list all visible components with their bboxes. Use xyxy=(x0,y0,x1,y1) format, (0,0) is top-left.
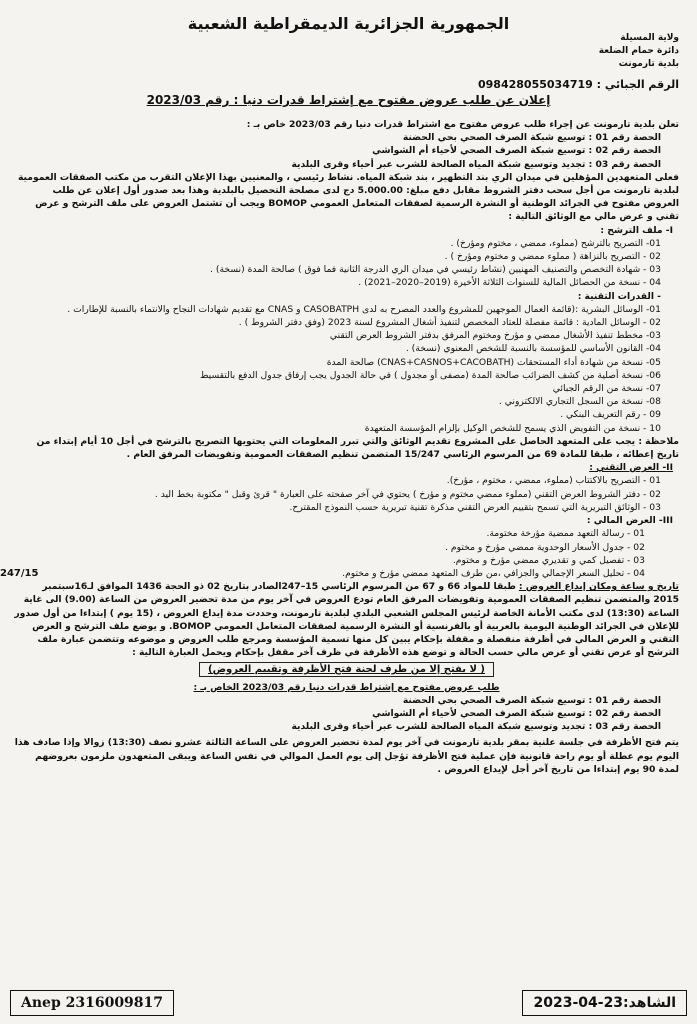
issuer-block xyxy=(599,32,679,71)
tech-item: 09 - رقم التعريف البنكي . xyxy=(560,409,661,421)
issuer-line: ولاية المسيلة xyxy=(620,33,679,43)
technical-item: 02 - دفتر الشروط العرض التقني (مملوء ممضي مختوم و مؤرخ ) يحتوي في آخر صفحته على العبارة " قرئ وقبل " مكتوبة بخط اليد . xyxy=(154,488,661,500)
tech-item: 04- القانون الأساسي للمؤسسة بالنسبة للشخص المعنوي (نسخة) . xyxy=(405,343,661,355)
note-paragraph: ملاحظة : يجب على المتعهد الحاصل على المشروع تقديم الوثائق والتي تبرر المعلومات التي يحتويها التصريح بالترشح في أجل 10 أيام إبتداء من تاريخ إعطائه ، طبقا للمادة 69 من المرسوم الرئاسي 15/247 المتضمن تنظيم الصفقات العمومية وتفويضات المرفق العام . xyxy=(36,435,679,461)
repeat-title: طلب عروض مفتوح مع إشتراط قدرات دنيا رقم 2023/03 الخاص بـ : xyxy=(193,681,500,693)
boxed-notice xyxy=(14,663,679,676)
financial-item: 04 - تحليل السعر الإجمالي والجزافي ،من طرف المتعهد ممضي مؤرخ و مختوم. xyxy=(342,567,645,579)
announcement-heading xyxy=(0,93,697,107)
footer xyxy=(10,984,687,1016)
lot-item: الحصة رقم 02 : توسيع شبكة الصرف الصحي لأحياء أم الشواشي xyxy=(372,145,661,157)
technical-item: 03 - الوثائق التبريرية التي تسمح بتقييم العرض التقني مذكرة تقنية تبريرية حسب النموذج المقترح. xyxy=(289,501,661,513)
deposit-title: تاريخ و ساعة ومكان إيداع العروض : xyxy=(518,581,679,593)
section-financial-title: III- العرض المالي : xyxy=(586,515,673,527)
financial-item: 03 - تفصيل كمي و تقديري ممضي مؤرخ و مختوم. xyxy=(452,554,645,566)
financial-item: 01 - رسالة التعهد ممضية مؤرخة مختومة. xyxy=(486,528,645,540)
lot-item: الحصة رقم 03 : تجديد وتوسيع شبكة المياه الصالحة للشرب عبر أحياء وقرى البلدية xyxy=(291,158,661,170)
tech-item: 02 - الوسائل المادية : قائمة مفصلة للعتاد المخصص لتنفيذ أشغال المشروع لسنة 2023 (وفق دفتر الشروط ) . xyxy=(238,317,661,329)
tech-capacity-title: - القدرات التقنية : xyxy=(577,290,661,302)
tech-item: 07- نسخة من الرقم الجبائي xyxy=(552,383,661,395)
financial-item: 02 - جدول الأسعار الوحدوية ممضي مؤرخ و مختوم . xyxy=(445,541,645,553)
deposit-text: طبقا للمواد 66 و 67 من المرسوم الرئاسي 15–247الصادر بتاريخ 02 ذو الحجة 1436 الموافق لـ16سبتمبر 2015 والمتضمن تنظيم الصفقات العمومية وتفويضات المرفق العام تودع العروض في آخر يوم من مدة تحضير العروض من الساعة (9.00) الى غاية الساعة (13:30) لدى مكتب الأمانة الخاصة لرئيس المجلس الشعبي البلدي لبلدية تارمونت، وحددت مدة إيداع العروض ، (15 يوم ) إبتداءا من أول صدور للإعلان في الجرائد الوطنية اليومية بالعربية أو بالفرنسية أو النشرة الرسمية لصفقات المتعامل العمومي BOMOP. و يوضع ملف الترشح و العرض التقني و العرض المالي في أظرفة منفصلة و مقفلة بإحكام يبين كل منها تسمية المؤسسة ومرجع طلب العروض و موضوعه وتتضمن عبارة ملف الترشح أو عرض تقني أو عرض مالي حسب الحالة و توضع هذه الأظرفة في ظرف آخر مقفل بإحكام ويحمل العبارة التالية : xyxy=(14,581,679,659)
section-technical-title: II- العرض التقني : xyxy=(589,462,673,474)
tech-item: 01- الوسائل البشرية :(قائمة العمال الموجهين للمشروع والعدد المصرح به لدى CASOBATPH و CNAS مع تقديم شهادات النجاح والانتماء بالنسبة للإطارات . xyxy=(67,303,661,315)
anep-reference: Anep 2316009817 xyxy=(10,990,174,1016)
issuer-line: بلدية تارمونت xyxy=(618,59,679,69)
tax-number xyxy=(478,78,679,91)
repeat-lot-item: الحصة رقم 02 : توسيع شبكة الصرف الصحي لأحياء أم الشواشي xyxy=(372,707,661,719)
tech-item: 05- نسخة من شهادة أداء المستحقات (CNAS+CASNOS+CACOBATH) صالحة المدة xyxy=(326,356,661,368)
tech-item: 10 - نسخة من التفويض الذي يسمح للشخص الوكيل بإلزام المؤسسة المتعهدة xyxy=(364,422,661,434)
candidacy-item: 03 - شهادة التخصص والتصنيف المهنيين (نشاط رئيسي في ميدان الري الدرجة الثانية فما فوق ) صالحة المدة (نسخة) . xyxy=(210,264,661,276)
tech-item: 06- نسخة أصلية من كشف الضرائب صالحة المدة (مصفى أو مجدول ) في حالة الجدول يجب إرفاق جدول الدفع بالتقسيط xyxy=(199,369,661,381)
technical-item: 01 - التصريح بالاكتتاب (مملوء، ممضي ، مختوم ، مؤرخ). xyxy=(446,475,661,487)
candidacy-item: 01- التصريح بالترشح (مملوء، ممضي ، مختوم ومؤرخ) . xyxy=(450,237,661,249)
section-candidacy-title: I- ملف الترشح : xyxy=(600,224,673,236)
document-body xyxy=(14,118,679,776)
lot-item: الحصة رقم 01 : توسيع شبكة الصرف الصحي بحي الحضنة xyxy=(402,132,661,144)
issuer-line: دائرة حمام الضلعة xyxy=(598,46,679,56)
shahed-date: الشاهد:23-04-2023 xyxy=(522,990,687,1016)
document-title: الجمهورية الجزائرية الديمقراطية الشعبية xyxy=(187,14,510,33)
side-number: 247/15 xyxy=(0,568,39,579)
candidacy-item: 04 - نسخة من الحصائل المالية للسنوات الثلاثة الأخيرة (2019–2020–2021) . xyxy=(358,277,661,289)
tax-number-label: الرقم الجبائي : xyxy=(596,78,679,91)
deposit-paragraph xyxy=(14,580,679,659)
candidacy-item: 02 - التصريح بالنزاهة ( مملوء ممضي و مختوم ومؤرخ ) . xyxy=(444,251,661,263)
boxed-notice-text: ( لا يفتح إلا من طرف لجنة فتح الأظرفة وتقييم العروض) xyxy=(199,662,494,677)
instructions-paragraph: فعلى المتعهدين المؤهلين في ميدان الري بند التطهير ، بند شبكة المياه. نشاط رئيسي ، والمعنيين بهذا الإعلان التقرب من مكتب الصفقات العمومية لبلدية تارمونت من أجل سحب دفتر الشروط مقابل دفع مبلغ: 5.000.00 دج لدى مصلحة التحصيل بالبلدية وهذا بعد صدور أول إعلان عن طلب العروض مفتوح في الجرائد الوطنية أو النشرة الرسمية لصفقات المتعامل العمومي BOMOP ويجب أن تشتمل العروض على ملف الترشح و عرض تقني و عرض مالي مع الوثائق التالية : xyxy=(17,171,679,223)
announcement-title: إعلان عن طلب عروض مفتوح مع إشتراط قدرات دنيا : رقم 2023/03 xyxy=(146,93,551,107)
tech-item: 03- مخطط تنفيذ الأشغال ممضي و مؤرخ ومختوم المرفق بدفتر الشروط العرض التقني xyxy=(329,330,661,342)
tax-number-value: 098428055034719 xyxy=(478,78,593,91)
repeat-lot-item: الحصة رقم 01 : توسيع شبكة الصرف الصحي بحي الحضنة xyxy=(402,694,661,706)
repeat-lot-item: الحصة رقم 03 : تجديد وتوسيع شبكة المياه الصالحة للشرب عبر أحياء وقرى البلدية xyxy=(291,721,661,733)
intro: تعلن بلدية تارمونت عن إجراء طلب عروض مفتوح مع اشتراط قدرات دنيا رقم 2023/03 خاص بـ : xyxy=(246,119,679,130)
closing-paragraph: يتم فتح الأظرفة في جلسة علنية بمقر بلدية تارمونت في آخر يوم لمدة تحضير العروض على الساعة الثالثة عشرو نصف (13:30) زوالا وإذا صادف هذا اليوم يوم عطلة أو يوم راحة قانونية فإن عملية فتح الأظرفة تؤجل إلى يوم العمل الموالي في نفس الساعة ويبقى المتعهدون ملزمون بعروضهم لمدة 90 يوم إبتداءا من تاريخ آخر أجل لإيداع العروض . xyxy=(14,737,679,775)
tech-item: 08- نسخة من السجل التجاري الالكتروني . xyxy=(498,396,661,408)
